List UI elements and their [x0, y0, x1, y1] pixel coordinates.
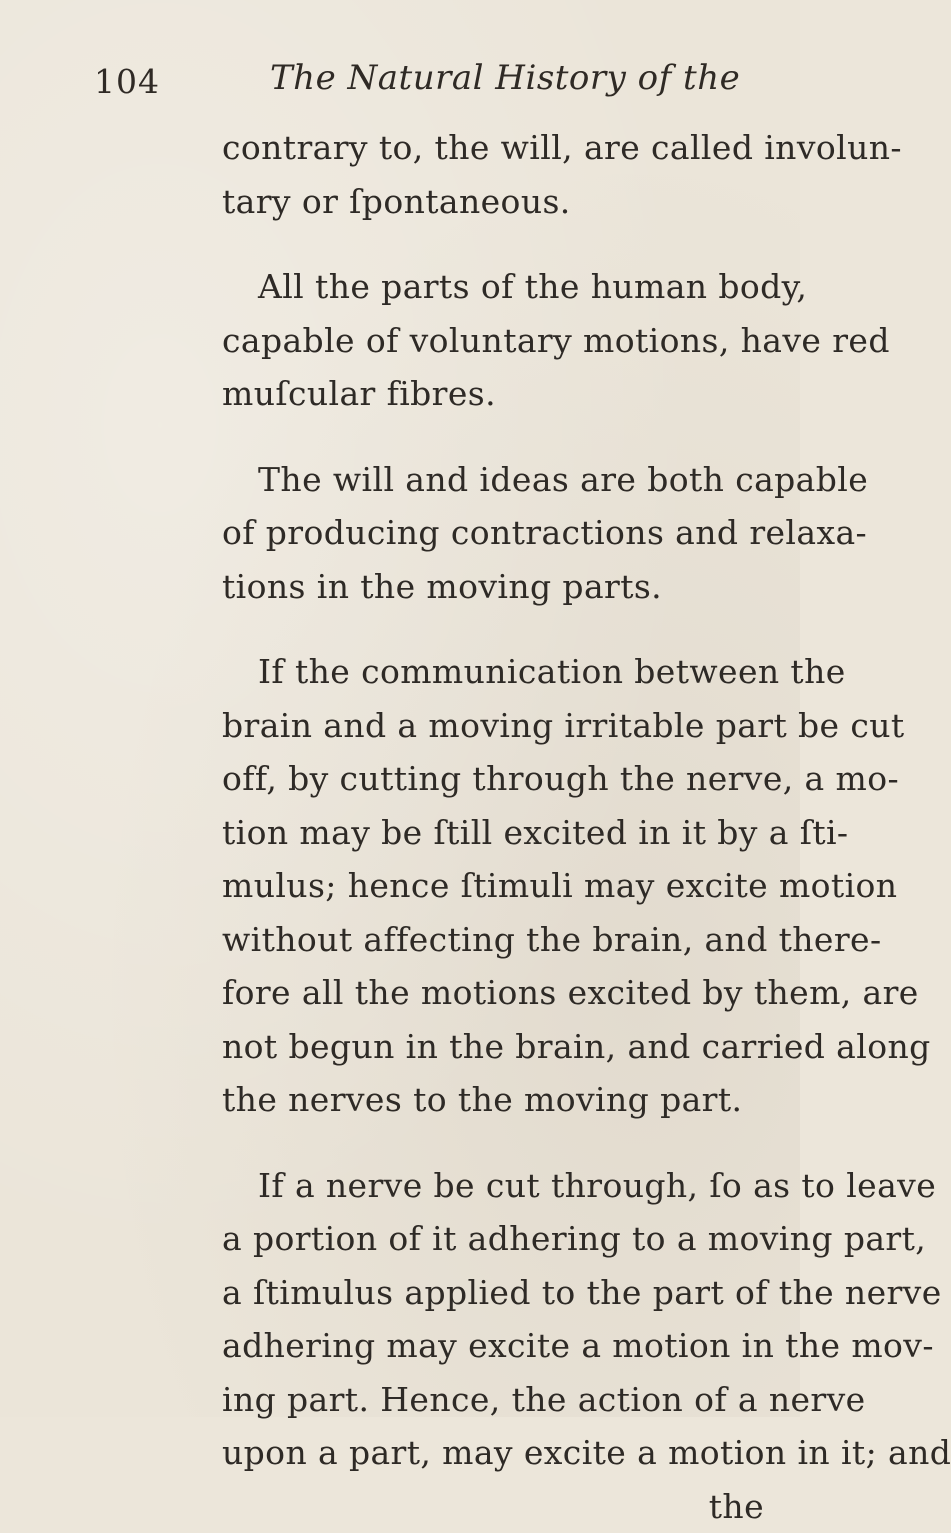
text-line: All the parts of the human body,	[222, 260, 792, 314]
text-line: upon a part, may excite a motion in it; and	[222, 1426, 792, 1480]
text-line: off, by cutting through the nerve, a mo-	[222, 752, 792, 806]
paragraph-2	[222, 260, 792, 421]
text-line: mulus; hence ſtimuli may excite motion	[222, 859, 792, 913]
text-line: adhering may excite a motion in the mov-	[222, 1319, 792, 1373]
text-line: not begun in the brain, and carried along	[222, 1020, 792, 1074]
text-line: ing part. Hence, the action of a nerve	[222, 1373, 792, 1427]
body-text	[222, 121, 792, 1533]
text-line: muſcular fibres.	[222, 367, 792, 421]
text-line: The will and ideas are both capable	[222, 453, 792, 507]
text-line: If the communication between the	[222, 645, 792, 699]
paragraph-3	[222, 453, 792, 614]
text-line: fore all the motions excited by them, are	[222, 966, 792, 1020]
text-line: a portion of it adhering to a moving part,	[222, 1212, 792, 1266]
paragraph-4	[222, 645, 792, 1127]
text-line: tion may be ſtill excited in it by a ſti-	[222, 806, 792, 860]
paragraph-1	[222, 121, 792, 228]
text-line: capable of voluntary motions, have red	[222, 314, 792, 368]
text-line: brain and a moving irritable part be cut	[222, 699, 792, 753]
running-head: The Natural History of the	[270, 58, 740, 98]
text-line: tary or ſpontaneous.	[222, 175, 792, 229]
text-line: a ſtimulus applied to the part of the nerve	[222, 1266, 792, 1320]
text-line: contrary to, the will, are called involun-	[222, 121, 792, 175]
page-number: 104	[94, 62, 160, 101]
text-line: tions in the moving parts.	[222, 560, 792, 614]
text-line: without affecting the brain, and there-	[222, 913, 792, 967]
text-line: the nerves to the moving part.	[222, 1073, 792, 1127]
catchword: the	[222, 1480, 792, 1533]
paragraph-5	[222, 1159, 792, 1533]
text-line: If a nerve be cut through, ſo as to leave	[222, 1159, 792, 1213]
text-line: of producing contractions and relaxa-	[222, 506, 792, 560]
